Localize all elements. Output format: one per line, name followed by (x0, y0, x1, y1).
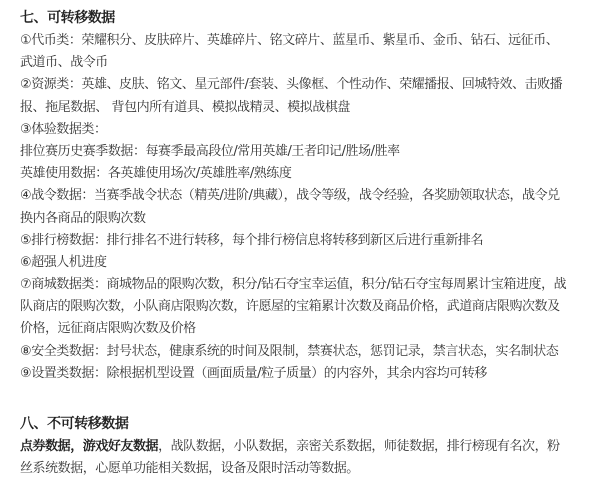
text-line (20, 436, 590, 458)
text-line: 排位赛历史赛季数据：每赛季最高段位/常用英雄/王者印记/胜场/胜率 (20, 143, 400, 159)
non-transferable-paragraph (20, 436, 590, 480)
text-line: ⑥超强人机进度 (20, 254, 107, 270)
text-line: ②资源类：英雄、皮肤、铭文、星元部件/套装、头像框、个性动作、荣耀播报、回城特效、击败播 (20, 77, 563, 93)
text-line: 报、拖尾数据、 背包内所有道具、模拟战精灵、模拟战棋盘 (20, 99, 350, 115)
text-line: ⑦商城数据类：商城物品的限购次数，积分/钻石夺宝幸运值，积分/钻石夺宝每周累计宝箱进度，战 (20, 277, 567, 293)
section-spacer (20, 385, 590, 412)
bold-lead: 点券数据，游戏好友数据 (20, 439, 159, 454)
section-heading-non-transferable: 八、不可转移数据 (20, 416, 129, 432)
text-line: ①代币类：荣耀积分、皮肤碎片、英雄碎片、铭文碎片、蓝星币、紫星币、金币、钻石、远征币、 (20, 33, 559, 48)
text-line: 英雄使用数据：各英雄使用场次/英雄胜率/熟练度 (20, 166, 292, 182)
text-line: ④战令数据：当赛季战令状态（精英/进阶/典藏），战令等级，战令经验，各奖励领取状态，战令兑 (20, 188, 560, 204)
text-line: 换内各商品的限购次数 (20, 210, 146, 226)
section-heading-transferable: 七、可转移数据 (20, 10, 115, 26)
text-line: ⑨设置类数据：除根据机型设置（画面质量/粒子质量）的内容外，其余内容均可转移 (20, 365, 487, 381)
text-line: 队商店的限购次数，小队商店限购次数，许愿屋的宝箱累计次数及商品价格，武道商店限购次数及 (20, 299, 560, 315)
text-line: ⑤排行榜数据：排行排名不进行转移，每个排行榜信息将转移到新区后进行重新排名 (20, 232, 484, 248)
document (20, 6, 590, 480)
text-line: ⑧安全类数据：封号状态，健康系统的时间及限制，禁赛状态，惩罚记录，禁言状态，实名制状态 (20, 343, 559, 359)
transferable-list (20, 30, 590, 385)
text-line: ③体验数据类： (20, 121, 107, 137)
text-line: 价格，远征商店限购次数及价格 (20, 321, 196, 337)
text-line: 丝系统数据，心愿单功能相关数据，设备及限时活动等数据。 (20, 461, 359, 477)
text-line: 武道币、战令币 (20, 55, 108, 71)
text-run: ，战队数据，小队数据，亲密关系数据，师徒数据，排行榜现有名次，粉 (158, 439, 560, 454)
